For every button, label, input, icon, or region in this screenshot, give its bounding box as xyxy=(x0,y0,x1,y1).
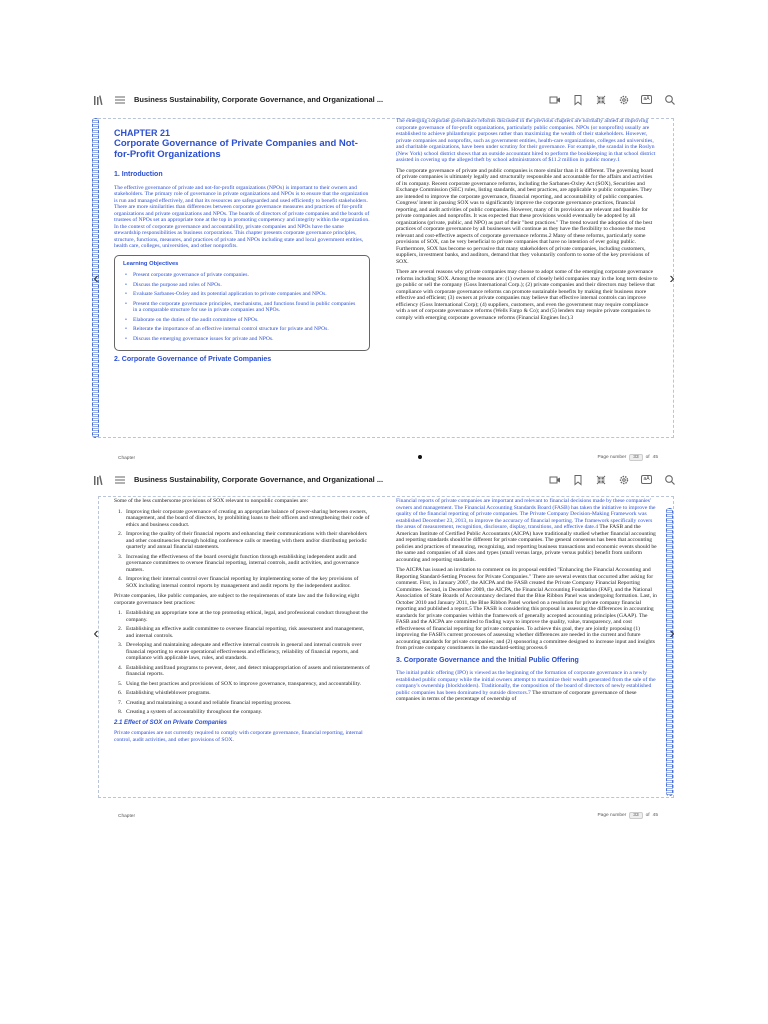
search-icon[interactable] xyxy=(663,473,676,486)
page-total: 45 xyxy=(652,455,658,460)
reader-pane-bottom xyxy=(0,468,768,820)
paragraph: Private companies are not currently required to comply with corporate governance, financial reporting, internal control, audit activities, and other provisions of SOX. xyxy=(114,730,363,743)
list-item: • Present corporate governance of private companies. xyxy=(123,272,361,279)
next-page-arrow-icon[interactable]: › xyxy=(669,625,675,642)
next-page-arrow-icon[interactable]: › xyxy=(669,270,675,287)
previous-page-arrow-icon[interactable]: ‹ xyxy=(93,625,99,642)
section-heading: 1. Introduction xyxy=(114,171,163,178)
chapter-title: Corporate Governance of Private Companies and Not-for-Profit Organizations xyxy=(114,138,358,160)
list-item: 5. Using the best practices and provisions of SOX to improve governance, transparency, and accountability. xyxy=(118,680,362,687)
page-number-label: Page number xyxy=(597,813,627,818)
page-number-label: Page number xyxy=(597,455,627,460)
list-item: 3. Increasing the effectiveness of the board oversight function through establishing independent audit and governance committees to oversee financial reporting, internal controls, audit activities, and governance matters. xyxy=(118,553,359,573)
list-item: • Present the corporate governance principles, mechanisms, and functions found in public companies in a comparable structure for use in private companies and NPOs. xyxy=(123,301,361,314)
reader-toolbar xyxy=(0,88,768,112)
settings-icon[interactable] xyxy=(617,473,630,486)
page-of-label: of xyxy=(645,455,650,460)
list-item: 1. Improving their corporate governance of creating an appropriate balance of power-sharing between owners, management, and the board of directors, by prohibiting loans to their officers and strengthening their code of ethics and business conduct. xyxy=(118,508,370,528)
list-item: 4. Establishing antifraud programs to prevent, deter, and detect misappropriation of assets and misstatements of financial reports. xyxy=(118,664,370,677)
paragraph: The emerging corporate governance reforms discussed in the previous chapters are normally aimed at improving corporate governance of for-profit organizations, particularly public companies. NPOs (or nonprofits) usually are established to achieve philanthropic purposes rather than maximizing the wealth of their stakeholders. However, private companies and nonprofits, such as government entities, health-care organizations, colleges and universities, and charitable organizations, have been under scrutiny for their governance. For example, the scandal in the Roslyn (New York) school district shows that an outside accountant hired to perform the bookkeeping in that school district assisted in covering up the alleged theft by school administrators of $11.2 million in public money.1 xyxy=(396,118,656,163)
previous-page-arrow-icon[interactable]: ‹ xyxy=(93,270,99,287)
paragraph: Private companies, like public companies, are subject to the requirements of state law and the following eight corporate governance best practices: xyxy=(114,593,360,606)
page-indicator-dot xyxy=(418,455,422,459)
page-of-label: of xyxy=(645,813,650,818)
menu-icon[interactable] xyxy=(113,93,126,106)
book-title: Business Sustainability, Corporate Governance, and Organizational ... xyxy=(134,475,384,484)
collapse-icon[interactable] xyxy=(594,93,607,106)
list-item: • Evaluate Sarbanes-Oxley and its potential application to private companies and NPOs. xyxy=(123,291,361,298)
list-item: • Elaborate on the duties of the audit committee of NPOs. xyxy=(123,317,361,324)
footer-chapter-label: Chapter xyxy=(118,456,136,461)
paragraph: Financial reports of private companies are important and relevant to financial decisions made by these companies' owners and management. The Financial Accounting Standards Board (FASB) has taken the initiative to improve the quality of the financial reporting of private companies. The Private Company Decision-Making Framework was established December 23, 2013, to improve the accuracy of financial reporting. The framework specifically covers the areas of measurement, recognition, disclosure, display, transitions, and effective date.4 The FASB and the American Institute of Certified Public Accountants (AICPA) have traditionally studied whether financial accounting and reporting standards should be different for private companies. The general consensus has been that accounting policies and practices of measuring, recognizing, and reporting business transactions and economic events should be the same and companies of all sizes and types (small versus large, private versus public) benefit from uniform accounting and reporting standards. xyxy=(396,498,657,563)
bookmark-icon[interactable] xyxy=(571,473,584,486)
video-icon[interactable] xyxy=(548,473,561,486)
text-size-icon[interactable]: aA xyxy=(643,476,650,482)
reader-pane-top xyxy=(0,88,768,466)
paragraph: The AICPA has issued an invitation to comment on its proposal entitled "Enhancing the Financial Accounting and Reporting Standard-Setting Process for Private Companies." There are several events that occurred after asking for comment. First, in January 2007, the AICPA and the FASB created the Private Company Financial Reporting Committee. Second, in December 2009, the AICPA, the Financial Accounting Foundation (FAF), and the National Association of State Boards of Accountancy declared that the Blue Ribbon Panel was undergoing formation. Last, in October 2010 and January 2011, the Blue Ribbon Panel worked on a resolution for private company financial reporting and published a report.5 The FASB is considering this proposal in assessing the differences in accounting standards for private companies within the framework of generally accepted accounting principles (GAAP). The FASB and the AICPA are committed to finding ways to improve the quality, value, transparency, and cost effectiveness of financial reporting for private companies. To achieve this goal, they are jointly proposing (1) improving the FASB's current processes of assessing whether differences are needed in the current and future accounting standards for private companies; and (2) sponsoring a committee designed to increase input and insights from private company constituents in the standard-setting process.6 xyxy=(396,567,657,651)
page-scrollbar[interactable] xyxy=(666,508,673,796)
menu-icon[interactable] xyxy=(113,473,126,486)
sox-provisions-list xyxy=(114,509,370,590)
page-right-column xyxy=(396,118,658,438)
reader-toolbar xyxy=(0,468,768,492)
list-item: 2. Establishing an effective audit committee to oversee financial reporting, risk assessment and management, and internal controls. xyxy=(118,626,365,639)
paragraph: The effective governance of private and not-for-profit organizations (NPOs) is important to their owners and stakeholders. The primary role of governance in private organizations and NPOs is to ensure that the organization is run and managed effectively, and that its resources are safeguarded and used efficiently to benefit stakeholders. There are more similarities than differences between corporate governance measures and practices of for-profit organizations and private organizations and NPOs. The boards of directors of private companies and the boards of trustees of NPOs set an appropriate tone at the top in promoting competency and integrity within the organization. In the context of corporate governance and accountability, private companies and NPOs have the same stewardship responsibilities as business corporations. This chapter presents corporate governance principles, structure, functions, measures, and practices of private and NPOs including state and local government entities, health care, colleges, universities, and other nonprofits. xyxy=(114,184,370,249)
collapse-icon[interactable] xyxy=(594,473,607,486)
list-item: 6. Establishing whistleblower programs. xyxy=(118,690,211,696)
learning-objectives-box xyxy=(114,255,370,352)
list-item: • Discuss the purpose and roles of NPOs. xyxy=(123,282,361,289)
page-total: 45 xyxy=(652,813,658,818)
bookmark-icon[interactable] xyxy=(571,93,584,106)
paragraph: The initial public offering (IPO) is viewed as the beginning of the formation of corporate governance in a newly established public company while the initial owners attempt to maximize their wealth generated from the sale of the company's ownership (blockholders). Traditionally, the composition of the board of directors of newly established public companies has been dominated by outside directors.7 The structure of corporate governance of these companies in terms of the percentage of ownership of xyxy=(396,670,656,702)
list-item: • Discuss the emerging governance issues for private and NPOs. xyxy=(123,336,361,343)
section-heading: 3. Corporate Governance and the Initial Public Offering xyxy=(396,656,579,664)
list-item: 8. Creating a system of accountability throughout the company. xyxy=(118,709,263,715)
subsection-heading: 2.1 Effect of SOX on Private Companies xyxy=(114,719,227,726)
page-footer xyxy=(118,454,658,464)
list-item: 2. Improving the quality of their financial reports and enhancing their communications with their shareholders and other constituencies through holding conference calls or meeting with them and/or distributing periodic quarterly and annual financial statements. xyxy=(118,531,367,550)
page-number-control xyxy=(597,812,658,819)
paragraph: There are several reasons why private companies may choose to adopt some of the emerging corporate governance reforms including SOX. Among the reasons are: (1) owners of closely held companies may in the long term desire to go public or sell the company (Goss International Corp.); (2) private companies and their directors may believe that compliance with corporate governance reforms can promote sustainable benefits by making their business more effective and efficient; (3) owners at private companies may believe that effective internal controls can improve efficiency (Goss International Corp); (4) suppliers, customers, and even the government may require compliance with a set of corporate governance reforms (Wells Fargo & Co); and (5) lenders may require private companies to comply with emerging corporate governance reforms (Financial Engines Inc).3 xyxy=(396,269,658,321)
page-right-column xyxy=(396,498,658,798)
settings-icon[interactable] xyxy=(617,93,630,106)
learning-objectives-title: Learning Objectives xyxy=(123,260,179,267)
page-number-input[interactable]: 33 xyxy=(629,454,642,461)
page-number-input[interactable]: 33 xyxy=(629,812,642,819)
list-item: • Reiterate the importance of an effective internal control structure for private and NPOs. xyxy=(123,326,361,333)
video-icon[interactable] xyxy=(548,93,561,106)
list-item: 1. Establishing an appropriate tone at the top promoting ethical, legal, and professional conduct throughout the company. xyxy=(118,610,369,623)
chapter-label: CHAPTER 21 xyxy=(114,128,171,138)
footer-chapter-label: Chapter xyxy=(118,814,136,819)
page-left-column xyxy=(114,128,370,438)
library-icon[interactable] xyxy=(92,93,105,106)
list-item: 4. Improving their internal control over financial reporting by implementing some of the key provisions of SOX including internal control reports by management and audit reports by the independent auditor. xyxy=(118,576,359,589)
list-item: 3. Developing and maintaining adequate and effective internal controls in general and internal controls over financial reporting to ensure operational effectiveness and efficiency, reliability of financial reports, and compliance with applicable laws, rules, and standards. xyxy=(118,642,362,661)
section-heading: 2. Corporate Governance of Private Companies xyxy=(114,356,272,363)
book-title: Business Sustainability, Corporate Governance, and Organizational ... xyxy=(134,95,384,104)
paragraph: Some of the less cumbersome provisions of SOX relevant to nonpublic companies are: xyxy=(114,498,309,504)
paragraph: The corporate governance of private and public companies is more similar than it is different. The governing board of private companies is ultimately legally and structurally responsible and accountable for the affairs and activities of its company. Recent corporate governance reforms, including the Sarbanes-Oxley Act (SOX), Securities and Exchange Commission (SEC) rules, listing standards, and best practices, are applicable to public companies. They are intended to improve the corporate governance, financial reporting, and accountability of public companies. Congress' intent in passing SOX was to significantly improve the corporate governance practices, financial reporting, and audit activities of public companies. However, many of its provisions are relevant and feasible for private companies and nonprofits. It was expected that these provisions would eventually be adopted by all organizations (private, public, and NPO) as part of their "best practices." The trend toward the adoption of the best practices of corporate governance by all businesses will continue as they have the flexibility to choose the most relevant and cost-effective aspects of corporate governance reforms.2 Many of these reforms, particularly some provisions of SOX, can be very beneficial to private companies that have no intention of ever going public. Furthermore, SOX has become so pervasive that many stakeholders of private companies, including customers, suppliers, investment banks, and auditors, demand that they voluntarily conform to some of the key provisions of SOX. xyxy=(396,167,654,265)
text-size-icon[interactable]: aA xyxy=(643,96,650,102)
library-icon[interactable] xyxy=(92,473,105,486)
search-icon[interactable] xyxy=(663,93,676,106)
page-left-column xyxy=(114,498,370,798)
page-number-control xyxy=(597,454,658,461)
best-practices-list xyxy=(114,610,370,716)
list-item: 7. Creating and maintaining a sound and reliable financial reporting process. xyxy=(118,699,292,706)
page-footer xyxy=(118,812,658,822)
